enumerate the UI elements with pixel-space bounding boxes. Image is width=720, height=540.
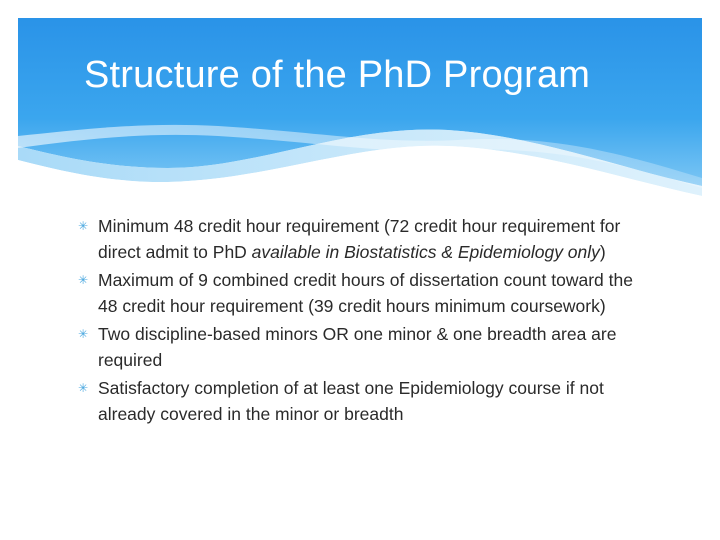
bullet-1-tail: ) — [599, 242, 606, 262]
header-wave-graphic — [18, 18, 702, 208]
bullet-1-italic-text: available in Biostatistics & Epidemiology only — [251, 242, 600, 262]
asterisk-icon: ✳ — [78, 219, 89, 233]
bullet-1-text: Minimum 48 credit hour requirement (72 credit hour requirement for direct admit to PhD — [98, 216, 621, 262]
bullet-list — [78, 213, 638, 429]
asterisk-icon: ✳ — [78, 327, 89, 341]
bullet-item-1 — [78, 213, 638, 265]
header-banner — [18, 18, 702, 208]
bullet-3-text: Two discipline-based minors OR one minor & one breadth area are required — [98, 324, 617, 370]
asterisk-icon: ✳ — [78, 381, 89, 395]
bullet-2-text: Maximum of 9 combined credit hours of dissertation count toward the 48 credit hour requirement (39 credit hours minimum coursework) — [98, 270, 633, 316]
bullet-item-3 — [78, 321, 638, 373]
bullet-4-text: Satisfactory completion of at least one Epidemiology course if not already covered in the minor or breadth — [98, 378, 604, 424]
asterisk-icon: ✳ — [78, 273, 89, 287]
bullet-item-4 — [78, 375, 638, 427]
slide-title: Structure of the PhD Program — [84, 54, 591, 96]
bullet-item-2 — [78, 267, 638, 319]
